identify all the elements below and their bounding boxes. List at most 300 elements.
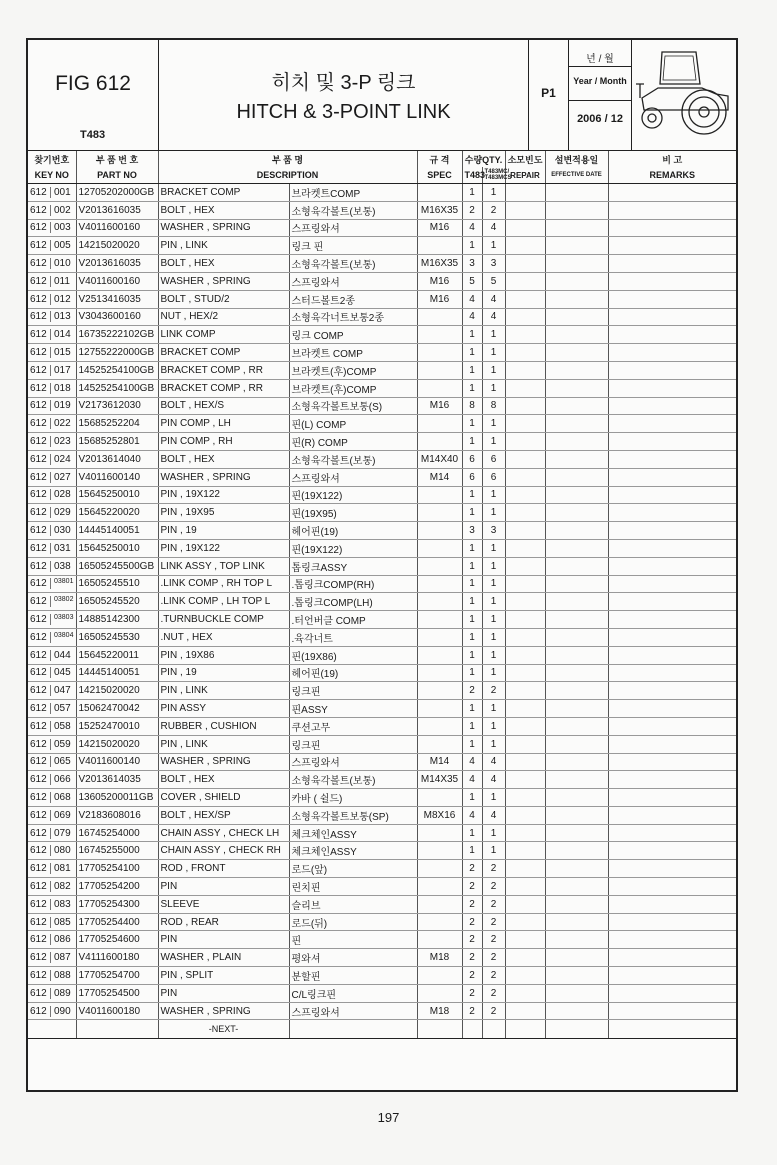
description-kr: 핀(19X122) — [289, 539, 417, 557]
description-en: .TURNBUCKLE COMP — [158, 611, 289, 629]
description-en: COVER , SHIELD — [158, 789, 289, 807]
part-no: V4011600140 — [76, 753, 158, 771]
effective-date — [545, 415, 608, 433]
spec: M16 — [417, 397, 462, 415]
tractor-icon — [632, 40, 736, 148]
description-en: CHAIN ASSY , CHECK RH — [158, 842, 289, 860]
effective-date — [545, 628, 608, 646]
key-no: 612 089 — [28, 984, 76, 1002]
description-en: RUBBER , CUSHION — [158, 717, 289, 735]
qty-t483: 2 — [462, 682, 482, 700]
repair — [505, 450, 545, 468]
part-no: 17705254300 — [76, 895, 158, 913]
effective-date — [545, 379, 608, 397]
qty-t483mc: 6 — [482, 450, 505, 468]
repair — [505, 184, 545, 202]
repair — [505, 290, 545, 308]
description-en: PIN , LINK — [158, 735, 289, 753]
effective-date — [545, 611, 608, 629]
key-no: 612 03804 — [28, 628, 76, 646]
key-no: 612 069 — [28, 806, 76, 824]
effective-date — [545, 219, 608, 237]
spec: M14X40 — [417, 450, 462, 468]
col-key-kr: 찾기번호 — [28, 151, 76, 167]
qty-t483: 6 — [462, 468, 482, 486]
qty-t483: 1 — [462, 664, 482, 682]
effective-date — [545, 522, 608, 540]
remarks — [608, 326, 736, 344]
repair — [505, 789, 545, 807]
col-part-en: PART NO — [76, 167, 158, 184]
key-no: 612 058 — [28, 717, 76, 735]
repair — [505, 308, 545, 326]
key-no: 612 068 — [28, 789, 76, 807]
table-row — [28, 575, 736, 593]
description-en: WASHER , SPRING — [158, 468, 289, 486]
description-kr: 평와셔 — [289, 949, 417, 967]
key-no: 612 044 — [28, 646, 76, 664]
repair — [505, 486, 545, 504]
qty-t483mc: 4 — [482, 308, 505, 326]
table-row — [28, 735, 736, 753]
description-kr: 핀(R) COMP — [289, 433, 417, 451]
repair — [505, 415, 545, 433]
description-en: PIN — [158, 931, 289, 949]
part-no: 14445140051 — [76, 664, 158, 682]
table-row — [28, 539, 736, 557]
effective-date — [545, 984, 608, 1002]
part-no: 15062470042 — [76, 700, 158, 718]
description-kr: 소형육각볼트(보통) — [289, 771, 417, 789]
repair — [505, 664, 545, 682]
qty-t483: 1 — [462, 361, 482, 379]
description-en: WASHER , SPRING — [158, 753, 289, 771]
page-code: P1 — [541, 86, 556, 100]
description-en: PIN , 19X86 — [158, 646, 289, 664]
effective-date — [545, 308, 608, 326]
effective-date — [545, 361, 608, 379]
description-kr: 로드(뒤) — [289, 913, 417, 931]
repair — [505, 895, 545, 913]
qty-t483: 1 — [462, 326, 482, 344]
description-kr: 스프링와셔 — [289, 468, 417, 486]
repair — [505, 575, 545, 593]
parts-table — [28, 151, 736, 1038]
spec — [417, 700, 462, 718]
qty-t483mc: 1 — [482, 824, 505, 842]
description-en: PIN , 19X122 — [158, 486, 289, 504]
qty-t483mc: 1 — [482, 700, 505, 718]
spec: M16 — [417, 219, 462, 237]
description-kr: 소형육각볼트보통(S) — [289, 397, 417, 415]
part-no: 16505245530 — [76, 628, 158, 646]
qty-t483mc: 2 — [482, 201, 505, 219]
qty-t483mc: 1 — [482, 789, 505, 807]
key-no: 612 005 — [28, 237, 76, 255]
repair — [505, 913, 545, 931]
part-no: 17705254600 — [76, 931, 158, 949]
spec — [417, 326, 462, 344]
repair — [505, 878, 545, 896]
repair — [505, 255, 545, 273]
remarks — [608, 593, 736, 611]
table-row — [28, 397, 736, 415]
repair — [505, 557, 545, 575]
effective-date — [545, 895, 608, 913]
remarks — [608, 967, 736, 985]
effective-date — [545, 753, 608, 771]
part-no: 17705254200 — [76, 878, 158, 896]
description-en: WASHER , SPRING — [158, 219, 289, 237]
column-header-english — [28, 167, 736, 184]
description-kr: 쿠션고무 — [289, 717, 417, 735]
key-no: 612 001 — [28, 184, 76, 202]
effective-date — [545, 397, 608, 415]
qty-t483: 1 — [462, 237, 482, 255]
description-en: BRACKET COMP — [158, 344, 289, 362]
qty-t483mc: 4 — [482, 806, 505, 824]
part-no: V2513416035 — [76, 290, 158, 308]
repair — [505, 611, 545, 629]
key-no: 612 031 — [28, 539, 76, 557]
table-row — [28, 557, 736, 575]
description-en: PIN , 19X122 — [158, 539, 289, 557]
remarks — [608, 290, 736, 308]
description-kr: 링크 COMP — [289, 326, 417, 344]
table-row — [28, 361, 736, 379]
part-no: V2013614040 — [76, 450, 158, 468]
key-no: 612 003 — [28, 219, 76, 237]
qty-t483: 1 — [462, 717, 482, 735]
table-row — [28, 806, 736, 824]
qty-t483mc: 2 — [482, 895, 505, 913]
qty-t483: 1 — [462, 824, 482, 842]
remarks — [608, 397, 736, 415]
description-en: BRACKET COMP — [158, 184, 289, 202]
issue-date: 2006 / 12 — [577, 113, 623, 125]
footer-divider — [28, 1038, 736, 1039]
part-no: 17705254100 — [76, 860, 158, 878]
qty-t483: 1 — [462, 379, 482, 397]
qty-t483mc: 2 — [482, 931, 505, 949]
remarks — [608, 201, 736, 219]
effective-date — [545, 255, 608, 273]
description-en: PIN ASSY — [158, 700, 289, 718]
remarks — [608, 700, 736, 718]
sheet-header — [28, 40, 736, 151]
effective-date — [545, 771, 608, 789]
remarks — [608, 575, 736, 593]
qty-t483: 2 — [462, 967, 482, 985]
qty-t483mc: 1 — [482, 842, 505, 860]
part-no: 14445140051 — [76, 522, 158, 540]
qty-t483mc: 2 — [482, 967, 505, 985]
table-row — [28, 824, 736, 842]
qty-t483mc: 2 — [482, 878, 505, 896]
part-no: 15685252801 — [76, 433, 158, 451]
description-kr: 소형육각볼트보통(SP) — [289, 806, 417, 824]
remarks — [608, 308, 736, 326]
qty-t483mc: 3 — [482, 522, 505, 540]
effective-date — [545, 557, 608, 575]
remarks — [608, 913, 736, 931]
effective-date — [545, 824, 608, 842]
effective-date — [545, 878, 608, 896]
col-effective-kr: 설변적용일 — [545, 151, 608, 167]
qty-t483: 1 — [462, 611, 482, 629]
description-en: .NUT , HEX — [158, 628, 289, 646]
title-box — [159, 40, 529, 150]
description-kr: .육각너트 — [289, 628, 417, 646]
effective-date — [545, 290, 608, 308]
qty-t483: 2 — [462, 913, 482, 931]
key-no: 612 03801 — [28, 575, 76, 593]
description-en: .LINK COMP , LH TOP L — [158, 593, 289, 611]
qty-t483mc: 4 — [482, 219, 505, 237]
repair — [505, 433, 545, 451]
effective-date — [545, 468, 608, 486]
part-no: 16745254000 — [76, 824, 158, 842]
spec — [417, 522, 462, 540]
col-desc-kr: 부 품 명 — [158, 151, 417, 167]
spec — [417, 611, 462, 629]
table-row — [28, 1002, 736, 1020]
repair — [505, 272, 545, 290]
qty-t483mc: 1 — [482, 486, 505, 504]
table-row — [28, 219, 736, 237]
spec — [417, 184, 462, 202]
qty-t483: 1 — [462, 415, 482, 433]
description-kr: 톱링크ASSY — [289, 557, 417, 575]
spec — [417, 539, 462, 557]
remarks — [608, 468, 736, 486]
description-en: WASHER , SPRING — [158, 1002, 289, 1020]
col-qty-t483: T483 — [462, 167, 482, 184]
spec — [417, 433, 462, 451]
description-kr: 소형육각너트보통2종 — [289, 308, 417, 326]
part-no: V2013614035 — [76, 771, 158, 789]
column-header-korean — [28, 151, 736, 167]
key-no: 612 013 — [28, 308, 76, 326]
description-kr: 린치핀 — [289, 878, 417, 896]
key-no: 612 066 — [28, 771, 76, 789]
qty-t483: 1 — [462, 735, 482, 753]
qty-t483: 1 — [462, 646, 482, 664]
remarks — [608, 789, 736, 807]
table-row — [28, 771, 736, 789]
part-no: V4011600180 — [76, 1002, 158, 1020]
spec — [417, 415, 462, 433]
part-no: 16745255000 — [76, 842, 158, 860]
table-row — [28, 255, 736, 273]
qty-t483mc: 1 — [482, 646, 505, 664]
repair — [505, 735, 545, 753]
qty-t483mc: 2 — [482, 682, 505, 700]
description-en: CHAIN ASSY , CHECK LH — [158, 824, 289, 842]
remarks — [608, 433, 736, 451]
effective-date — [545, 913, 608, 931]
year-month-english: Year / Month — [573, 76, 627, 86]
repair — [505, 967, 545, 985]
spec: M16 — [417, 272, 462, 290]
description-kr: 슬리브 — [289, 895, 417, 913]
remarks — [608, 646, 736, 664]
description-kr: 체크체인ASSY — [289, 824, 417, 842]
qty-t483: 1 — [462, 789, 482, 807]
remarks — [608, 682, 736, 700]
repair — [505, 237, 545, 255]
description-en: PIN , LINK — [158, 237, 289, 255]
effective-date — [545, 504, 608, 522]
spec: M18 — [417, 1002, 462, 1020]
key-no: 612 012 — [28, 290, 76, 308]
qty-t483: 1 — [462, 700, 482, 718]
table-row — [28, 450, 736, 468]
spec: M16X35 — [417, 255, 462, 273]
spec — [417, 878, 462, 896]
col-key-en: KEY NO — [28, 167, 76, 184]
description-kr: 소형육각볼트(보통) — [289, 201, 417, 219]
qty-t483: 1 — [462, 486, 482, 504]
repair — [505, 504, 545, 522]
qty-t483: 1 — [462, 184, 482, 202]
key-no: 612 079 — [28, 824, 76, 842]
key-no: 612 065 — [28, 753, 76, 771]
part-no: 17705254500 — [76, 984, 158, 1002]
key-no: 612 030 — [28, 522, 76, 540]
spec — [417, 379, 462, 397]
key-no: 612 029 — [28, 504, 76, 522]
part-no: 16735222102GB — [76, 326, 158, 344]
qty-t483: 4 — [462, 771, 482, 789]
table-row — [28, 290, 736, 308]
description-kr: 스터드볼트2종 — [289, 290, 417, 308]
qty-t483: 1 — [462, 344, 482, 362]
part-no: V4011600160 — [76, 219, 158, 237]
qty-t483: 4 — [462, 290, 482, 308]
qty-t483mc: 1 — [482, 326, 505, 344]
spec — [417, 486, 462, 504]
year-month-korean: 년 / 월 — [586, 54, 614, 65]
part-no: 14885142300 — [76, 611, 158, 629]
part-no: 14525254100GB — [76, 379, 158, 397]
remarks — [608, 415, 736, 433]
description-en: BOLT , HEX/S — [158, 397, 289, 415]
spec — [417, 646, 462, 664]
description-en: PIN — [158, 984, 289, 1002]
part-no: 16505245520 — [76, 593, 158, 611]
remarks — [608, 664, 736, 682]
effective-date — [545, 486, 608, 504]
description-kr: C/L링크핀 — [289, 984, 417, 1002]
key-no: 612 028 — [28, 486, 76, 504]
qty-t483mc: 1 — [482, 717, 505, 735]
description-en: PIN COMP , RH — [158, 433, 289, 451]
description-kr: 핀(L) COMP — [289, 415, 417, 433]
spec — [417, 682, 462, 700]
description-kr: 브라켓트COMP — [289, 184, 417, 202]
part-no: 14215020020 — [76, 237, 158, 255]
qty-t483: 1 — [462, 557, 482, 575]
remarks — [608, 1002, 736, 1020]
effective-date — [545, 272, 608, 290]
repair — [505, 931, 545, 949]
qty-t483mc: 8 — [482, 397, 505, 415]
repair — [505, 201, 545, 219]
description-kr: 분할핀 — [289, 967, 417, 985]
description-kr: 링크핀 — [289, 682, 417, 700]
spec — [417, 860, 462, 878]
qty-t483mc: 1 — [482, 504, 505, 522]
part-no: V2173612030 — [76, 397, 158, 415]
spec — [417, 504, 462, 522]
description-kr: 핀ASSY — [289, 700, 417, 718]
part-no: 12755222000GB — [76, 344, 158, 362]
repair — [505, 397, 545, 415]
key-no: 612 002 — [28, 201, 76, 219]
part-no: 17705254700 — [76, 967, 158, 985]
col-effective-en: EFFECTIVE DATE — [545, 167, 608, 184]
qty-t483mc: 1 — [482, 237, 505, 255]
qty-t483mc: 4 — [482, 771, 505, 789]
remarks — [608, 735, 736, 753]
description-kr: 브라켓트 COMP — [289, 344, 417, 362]
description-kr: 스프링와셔 — [289, 1002, 417, 1020]
key-no: 612 022 — [28, 415, 76, 433]
part-no: V4011600140 — [76, 468, 158, 486]
repair — [505, 522, 545, 540]
table-row — [28, 415, 736, 433]
key-no: 612 014 — [28, 326, 76, 344]
effective-date — [545, 184, 608, 202]
description-en: NUT , HEX/2 — [158, 308, 289, 326]
repair — [505, 1002, 545, 1020]
col-repair-kr: 소모빈도 — [505, 151, 545, 167]
remarks — [608, 522, 736, 540]
remarks — [608, 717, 736, 735]
key-no: 612 011 — [28, 272, 76, 290]
remarks — [608, 611, 736, 629]
part-no: 15645220020 — [76, 504, 158, 522]
remarks — [608, 860, 736, 878]
description-en: SLEEVE — [158, 895, 289, 913]
qty-t483mc: 1 — [482, 593, 505, 611]
col-part-kr: 부 품 번 호 — [76, 151, 158, 167]
repair — [505, 361, 545, 379]
spec: M14X35 — [417, 771, 462, 789]
qty-t483: 2 — [462, 984, 482, 1002]
spec: M14 — [417, 468, 462, 486]
effective-date — [545, 967, 608, 985]
description-kr: 브라켓트(후)COMP — [289, 361, 417, 379]
qty-t483: 8 — [462, 397, 482, 415]
spec — [417, 824, 462, 842]
key-no: 612 027 — [28, 468, 76, 486]
table-row — [28, 468, 736, 486]
table-row — [28, 308, 736, 326]
col-desc-en: DESCRIPTION — [158, 167, 417, 184]
description-kr: 링크 핀 — [289, 237, 417, 255]
table-row — [28, 646, 736, 664]
effective-date — [545, 450, 608, 468]
table-row — [28, 201, 736, 219]
remarks — [608, 842, 736, 860]
table-row — [28, 967, 736, 985]
key-no: 612 082 — [28, 878, 76, 896]
remarks — [608, 255, 736, 273]
description-en: PIN , 19 — [158, 664, 289, 682]
qty-t483mc: 3 — [482, 255, 505, 273]
